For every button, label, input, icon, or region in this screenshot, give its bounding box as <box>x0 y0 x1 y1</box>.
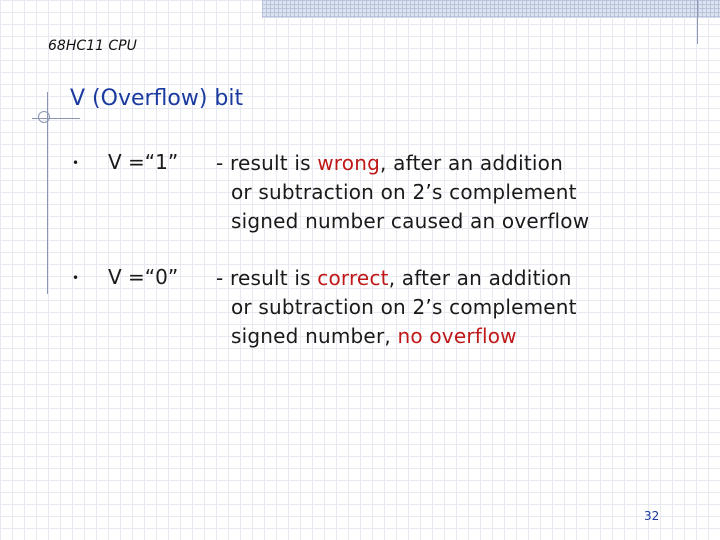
course-label: 68HC11 CPU <box>48 38 137 54</box>
term-v-equals-0: V =“0” <box>108 265 179 289</box>
bullet-icon: • <box>72 271 80 285</box>
description-text: signed number, <box>231 324 398 348</box>
description-line: or subtraction on 2’s complement <box>231 180 577 204</box>
description-text: - result is <box>216 266 318 290</box>
description-line <box>216 207 589 236</box>
crosshair-circle-icon <box>38 111 50 123</box>
bullet-icon: • <box>72 156 80 170</box>
slide-title: V (Overflow) bit <box>70 86 244 111</box>
description-line: or subtraction on 2’s complement <box>231 295 577 319</box>
term-v-equals-1: V =“1” <box>108 150 179 174</box>
description-text: , after an addition <box>380 151 563 175</box>
description-text: , after an addition <box>388 266 572 290</box>
description-v-equals-1 <box>216 149 589 236</box>
description-line <box>216 264 577 293</box>
description-text: - result is <box>216 151 318 175</box>
top-right-decorative-line <box>697 0 698 44</box>
page-number: 32 <box>644 509 660 523</box>
highlight-no-overflow: no overflow <box>397 324 517 348</box>
top-decorative-band <box>262 0 720 18</box>
description-line <box>216 322 577 351</box>
highlight-correct: correct <box>317 266 389 290</box>
left-decorative-line <box>47 92 48 294</box>
description-v-equals-0 <box>216 264 577 351</box>
description-text: signed number caused an overflow <box>231 209 590 233</box>
description-line <box>216 149 589 178</box>
highlight-wrong: wrong <box>317 151 380 175</box>
